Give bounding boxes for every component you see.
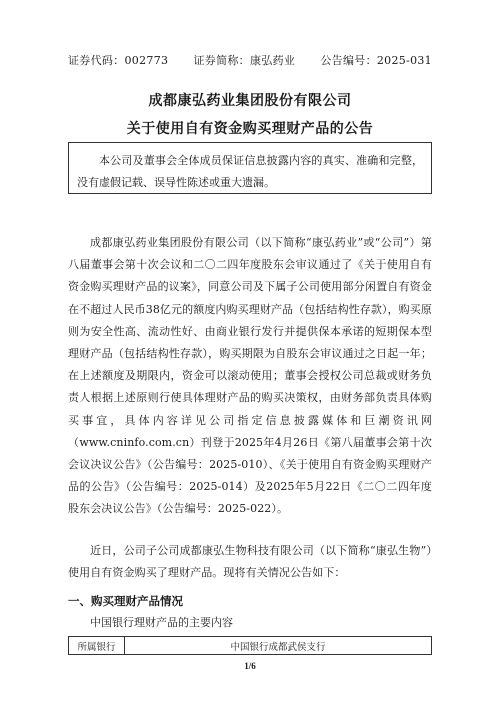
section-1-subheading: 中国银行理财产品的主要内容: [90, 616, 233, 629]
section-1-heading: 一、购买理财产品情况: [68, 594, 183, 608]
stock-abbreviation: 证券简称：康弘药业: [193, 54, 296, 67]
table-value-cell: 中国银行成都武侯支行: [230, 641, 326, 653]
notice-number: 公告编号：2025-031: [320, 54, 432, 67]
notice-header: [68, 52, 432, 68]
company-title: 成都康弘药业集团股份有限公司: [148, 93, 352, 109]
disclaimer-box: 本公司及董事会全体成员保证信息披露内容的真实、准确和完整，没有虚假记载、误导性陈述或重大遗漏。: [68, 142, 432, 194]
product-table: [68, 636, 432, 655]
stock-code: 证券代码：002773: [68, 54, 169, 67]
page-number: 1/6: [244, 661, 256, 671]
table-label-cell: 所属银行: [69, 637, 125, 654]
body-paragraph-2: 近日，公司子公司成都康弘生物科技有限公司（以下简称“康弘生物”）使用自有资金购买了理财产品。现将有关情况公告如下：: [68, 544, 432, 580]
body-paragraph-1: 成都康弘药业集团股份有限公司（以下简称“康弘药业”或“公司”）第八届董事会第十次会议和二〇二四年度股东会审议通过了《关于使用自有资金购买理财产品的议案》，同意公司及下属子公司使用部分闲置自有资金在不超过人民币38亿元的额度内购买理财产品（包括结构性存款），购买原则为安全性高、流动性好、由商业银行发行并提供保本承诺的短期保本型理财产品（包括结构性存款），购买期限为自股东会审议通过之日起一年；在上述额度及期限内，资金可以滚动使用；董事会授权公司总裁或财务负责人根据上述原则行使具体理财产品的购买决策权，由财务部负责具体购买事宜，具体内容详见公司指定信息披露媒体和巨潮资讯网（www.cninfo.com.cn）刊登于2025年4月26日《第八届董事会第十次会议决议公告》（公告编号：2025-010）、《关于使用自有资金购买理财产品的公告》（公告编号：2025-014）及2025年5月22日《二〇二四年度股东会决议公告》（公告编号：2025-022）。: [68, 236, 432, 516]
notice-title: 关于使用自有资金购买理财产品的公告: [126, 121, 374, 137]
